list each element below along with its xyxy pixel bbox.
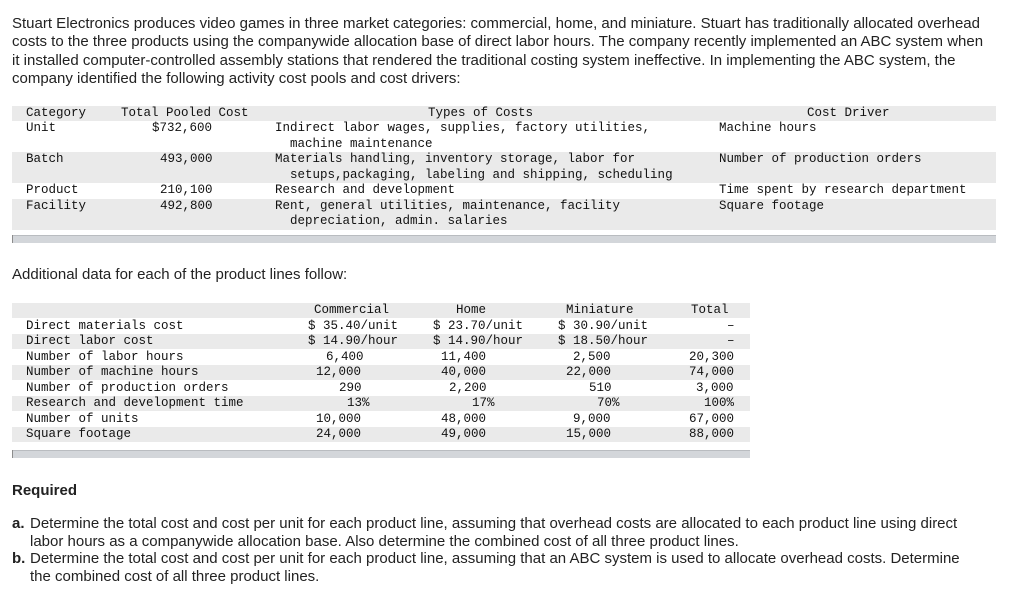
total-value: 74,000	[689, 365, 735, 379]
category-cell: Product	[26, 183, 79, 197]
cost-types-line: setups,packaging, labeling and shipping, scheduling	[275, 168, 673, 182]
total-value: 88,000	[689, 427, 735, 441]
total-value: –	[727, 334, 735, 348]
miniature-value: 510	[589, 381, 612, 395]
pooled-cost-cell: 210,100	[160, 183, 213, 197]
miniature-value: 9,000	[573, 412, 611, 426]
intro-paragraph: Stuart Electronics produces video games in three market categories: commercial, home, and miniature. Stuart has traditionally allocated overhead costs to the three products using the companywide allocation base of direct labor hours. The company recently implemented an ABC system when it installed computer-controlled assembly stations that rendered the traditional costing system ineffective. In implementing the ABC system, the company identified the following activity cost pools and cost drivers:	[12, 15, 984, 87]
question-b	[12, 550, 972, 585]
home-value: 49,000	[441, 427, 487, 441]
pooled-cost-cell: $732,600	[152, 121, 213, 135]
category-cell: Batch	[26, 152, 64, 166]
header-miniature: Miniature	[566, 303, 634, 317]
total-value: –	[727, 319, 735, 333]
table-scrollbar[interactable]	[12, 450, 750, 458]
home-value: 40,000	[441, 365, 487, 379]
commercial-value: $ 35.40/unit	[308, 319, 399, 333]
miniature-value: 22,000	[566, 365, 612, 379]
header-cost-driver: Cost Driver	[807, 106, 890, 120]
row-label: Square footage	[26, 427, 132, 441]
question-letter: b.	[12, 550, 26, 568]
header-home: Home	[456, 303, 487, 317]
question-text: Determine the total cost and cost per unit for each product line, assuming that overhead costs are allocated to each product line using direct labor hours as a companywide allocation base. Also determine the combined cost of all three product lines.	[30, 515, 958, 550]
cost-types-line: depreciation, admin. salaries	[275, 214, 508, 228]
header-category: Category	[26, 106, 87, 120]
total-value: 20,300	[689, 350, 735, 364]
pooled-cost-cell: 493,000	[160, 152, 213, 166]
cost-types-line: Materials handling, inventory storage, labor for	[275, 152, 636, 166]
miniature-value: 15,000	[566, 427, 612, 441]
category-cell: Facility	[26, 199, 87, 213]
question-text: Determine the total cost and cost per unit for each product line, assuming that an ABC system is used to allocate overhead costs. Determine the combined cost of all three product lines.	[30, 550, 960, 585]
miniature-value: 2,500	[573, 350, 611, 364]
scrollbar-edge	[12, 450, 13, 458]
commercial-value: 24,000	[316, 427, 362, 441]
cost-types-line: machine maintenance	[275, 137, 433, 151]
cost-types-line: Indirect labor wages, supplies, factory utilities,	[275, 121, 651, 135]
cost-types-line: Rent, general utilities, maintenance, facility	[275, 199, 621, 213]
commercial-value: 10,000	[316, 412, 362, 426]
miniature-value: $ 30.90/unit	[558, 319, 649, 333]
miniature-value: $ 18.50/hour	[558, 334, 649, 348]
row-label: Number of machine hours	[26, 365, 199, 379]
cost-pools-table	[12, 106, 996, 243]
pooled-cost-cell: 492,800	[160, 199, 213, 213]
header-commercial: Commercial	[314, 303, 390, 317]
cost-driver-cell: Time spent by research department	[719, 183, 967, 197]
total-value: 67,000	[689, 412, 735, 426]
row-label: Number of production orders	[26, 381, 229, 395]
cost-driver-cell: Number of production orders	[719, 152, 922, 166]
home-value: $ 23.70/unit	[433, 319, 524, 333]
miniature-value: 70%	[597, 396, 620, 410]
cost-driver-cell: Machine hours	[719, 121, 817, 135]
row-label: Number of units	[26, 412, 139, 426]
additional-data-heading: Additional data for each of the product lines follow:	[12, 266, 348, 283]
product-data-table	[12, 303, 750, 459]
category-cell: Unit	[26, 121, 57, 135]
total-value: 3,000	[696, 381, 734, 395]
row-label: Direct labor cost	[26, 334, 154, 348]
table-scrollbar[interactable]	[12, 235, 996, 243]
header-types-of-costs: Types of Costs	[428, 106, 534, 120]
question-a	[12, 515, 972, 550]
question-letter: a.	[12, 515, 25, 532]
header-total-pooled-cost: Total Pooled Cost	[121, 106, 249, 120]
home-value: 11,400	[441, 350, 487, 364]
home-value: 48,000	[441, 412, 487, 426]
required-heading: Required	[12, 482, 78, 499]
commercial-value: 6,400	[326, 350, 364, 364]
row-label: Research and development time	[26, 396, 244, 410]
total-value: 100%	[704, 396, 735, 410]
scrollbar-edge	[12, 235, 13, 243]
commercial-value: $ 14.90/hour	[308, 334, 399, 348]
row-label: Direct materials cost	[26, 319, 184, 333]
home-value: 17%	[472, 396, 495, 410]
header-total: Total	[691, 303, 729, 317]
commercial-value: 12,000	[316, 365, 362, 379]
home-value: 2,200	[449, 381, 487, 395]
cost-driver-cell: Square footage	[719, 199, 825, 213]
home-value: $ 14.90/hour	[433, 334, 524, 348]
commercial-value: 290	[339, 381, 362, 395]
row-label: Number of labor hours	[26, 350, 184, 364]
cost-types-line: Research and development	[275, 183, 456, 197]
question-list	[12, 515, 972, 585]
commercial-value: 13%	[347, 396, 370, 410]
